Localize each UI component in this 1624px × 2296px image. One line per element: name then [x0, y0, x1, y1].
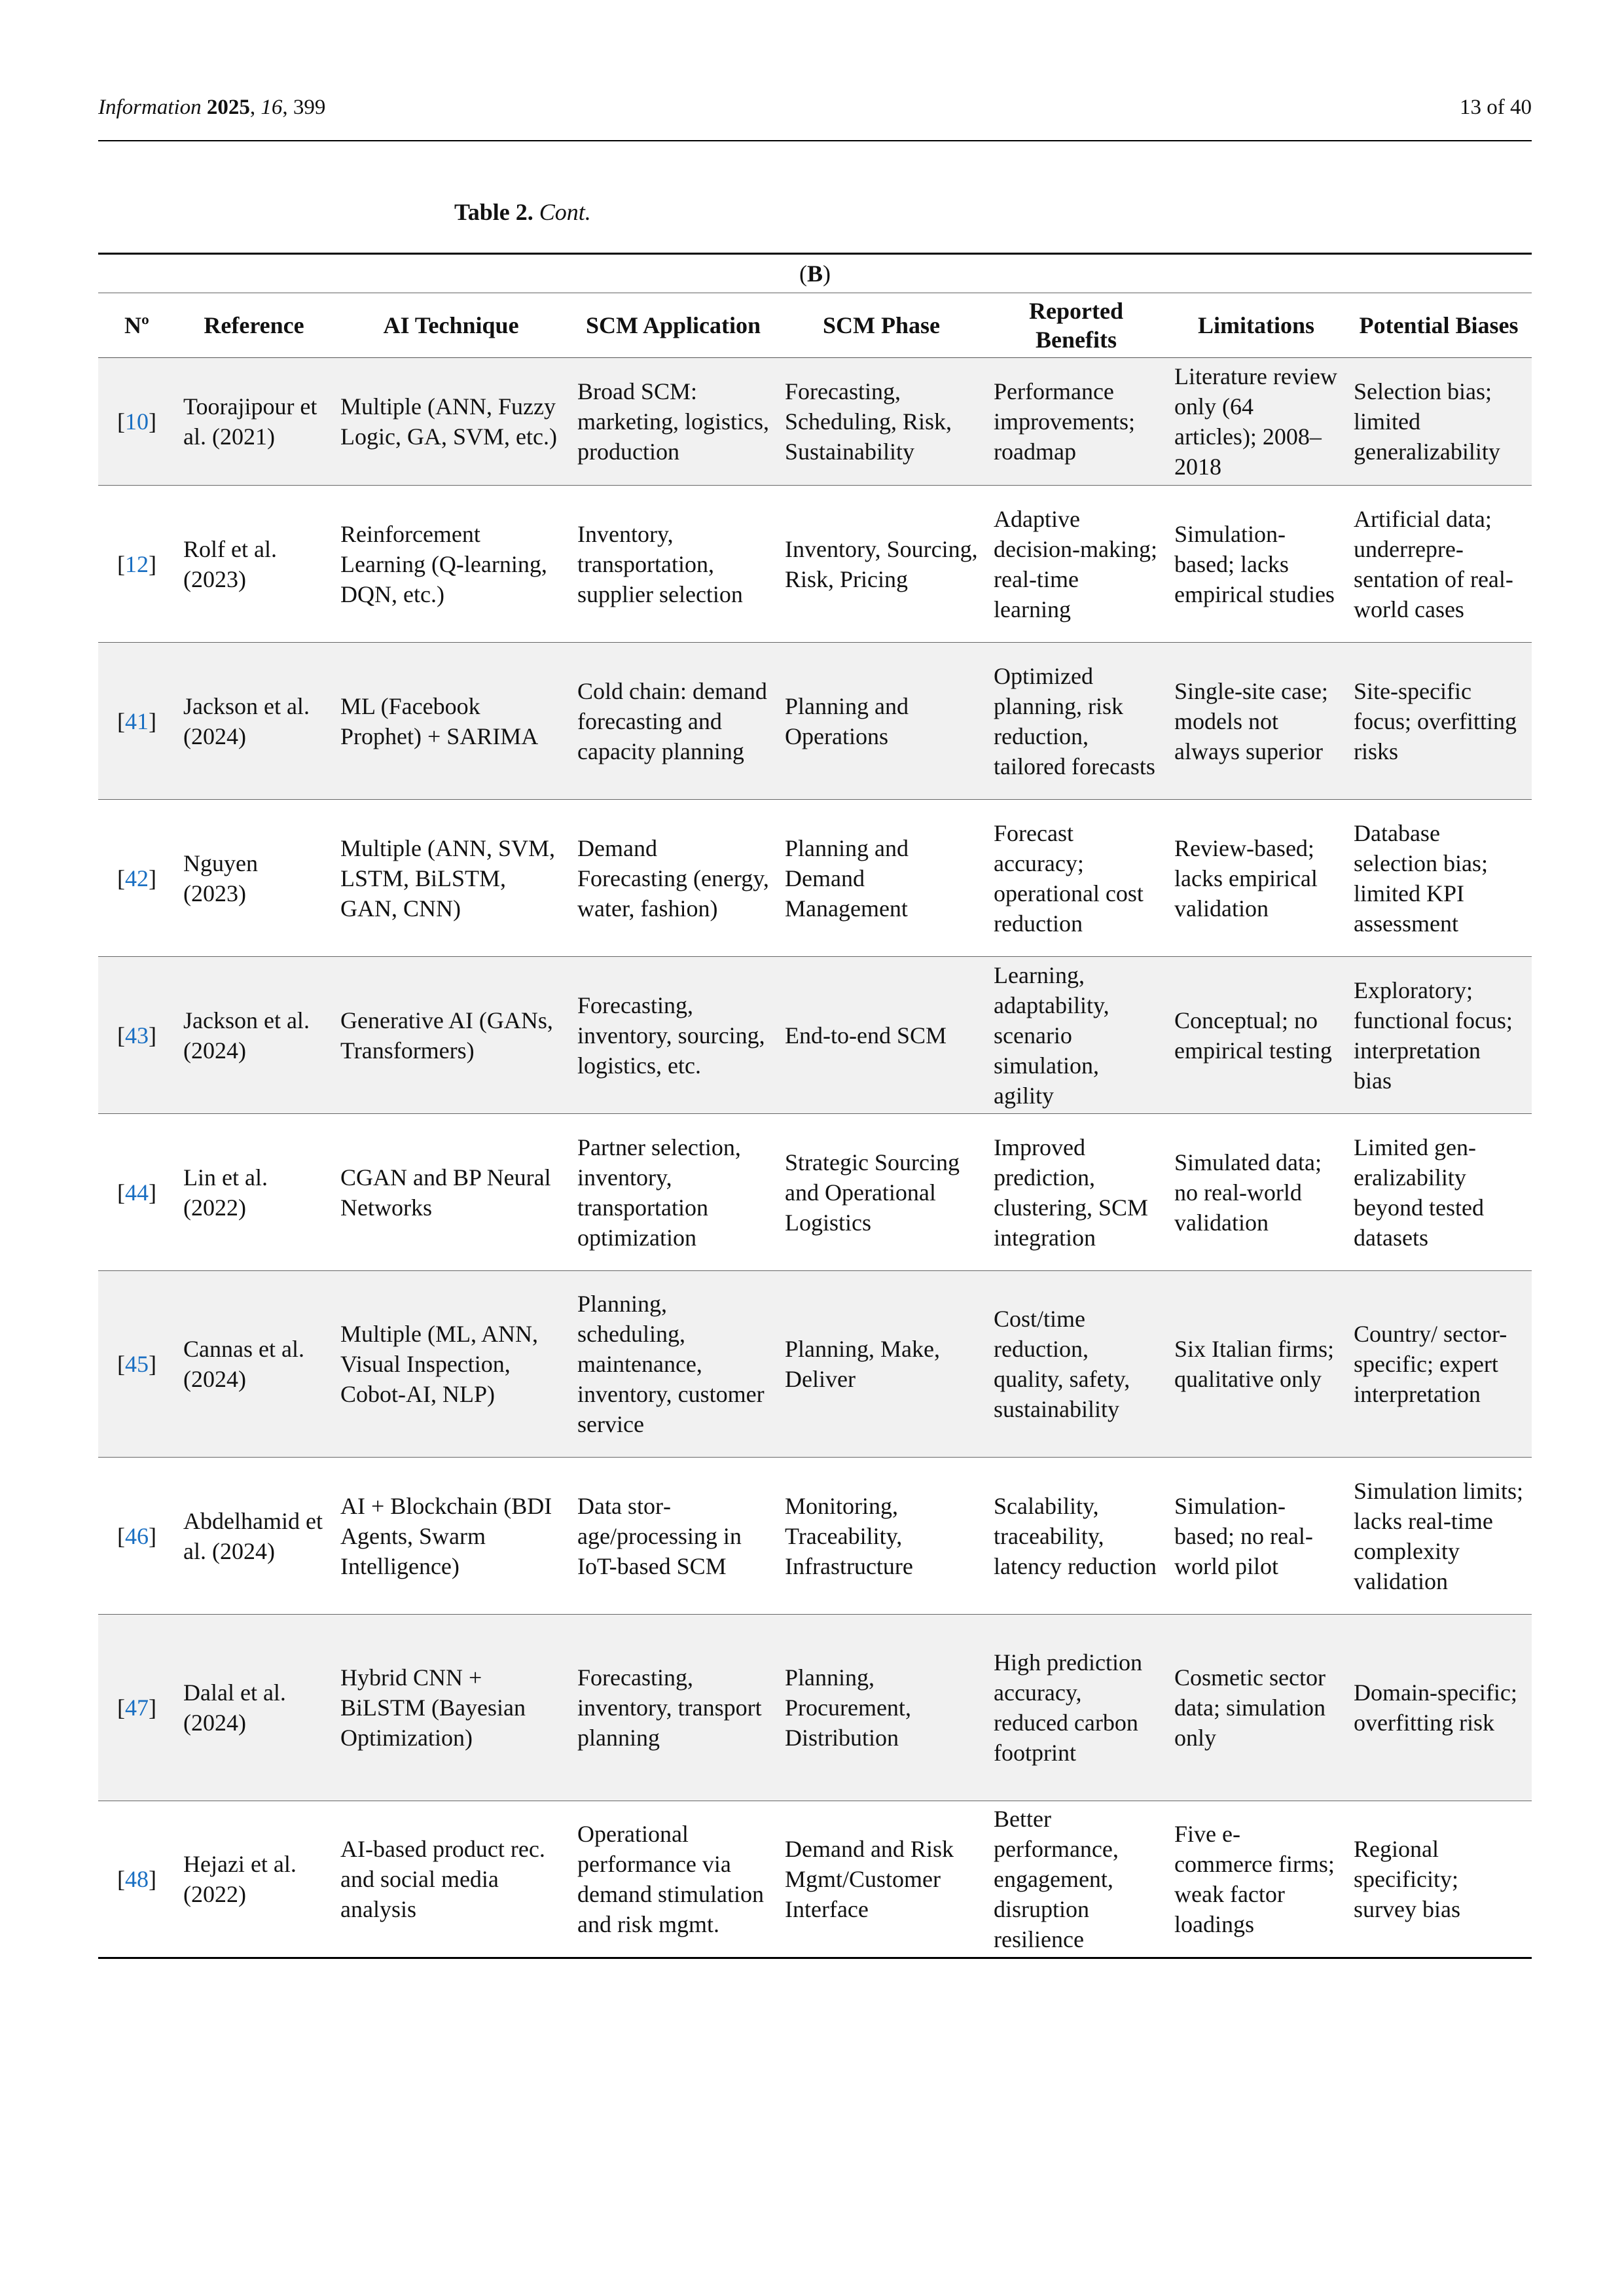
reference-cell: Jackson et al. (2024): [175, 957, 333, 1114]
header-reference: Reference: [175, 293, 333, 358]
citation-link[interactable]: 46: [125, 1522, 149, 1549]
technique-cell: Multiple (ANN, Fuzzy Logic, GA, SVM, etc.): [333, 358, 569, 486]
application-cell: Partner selection, inventory, transportation optimization: [569, 1114, 777, 1271]
application-cell: Inventory, transportation, supplier selection: [569, 486, 777, 643]
technique-cell: Generative AI (GANs, Transformers): [333, 957, 569, 1114]
limitations-cell: Cosmetic sector data; simulation only: [1166, 1615, 1346, 1801]
header-phase: SCM Phase: [777, 293, 986, 358]
phase-cell: Planning and Demand Management: [777, 800, 986, 957]
limitations-cell: Literature review only (64 articles); 2008–2018: [1166, 358, 1346, 486]
reference-cell: Hejazi et al. (2022): [175, 1801, 333, 1958]
technique-cell: AI + Blockchain (BDI Agents, Swarm Intelligence): [333, 1458, 569, 1615]
application-cell: Broad SCM: marketing, logistics, production: [569, 358, 777, 486]
reference-cell: Jackson et al. (2024): [175, 643, 333, 800]
biases-cell: Artificial data; underrepresentation of real-world cases: [1346, 486, 1532, 643]
limitations-cell: Simulation-based; lacks empirical studies: [1166, 486, 1346, 643]
table-row: [98, 1114, 1532, 1271]
biases-cell: Simulation limits; lacks real-time complexity validation: [1346, 1458, 1532, 1615]
reference-cell: Cannas et al. (2024): [175, 1271, 333, 1458]
technique-cell: Reinforcement Learning (Q-learning, DQN, etc.): [333, 486, 569, 643]
biases-cell: Limited generalizability beyond tested datasets: [1346, 1114, 1532, 1271]
table-row: [98, 800, 1532, 957]
biases-cell: Database selection bias; limited KPI assessment: [1346, 800, 1532, 957]
header-no: Nº: [98, 293, 175, 358]
phase-cell: Planning and Operations: [777, 643, 986, 800]
application-cell: Planning, scheduling, maintenance, inventory, customer service: [569, 1271, 777, 1458]
technique-cell: Hybrid CNN + BiLSTM (Bayesian Optimization): [333, 1615, 569, 1801]
technique-cell: ML (Facebook Prophet) + SARIMA: [333, 643, 569, 800]
ref-number-cell: [42]: [98, 800, 175, 957]
phase-cell: Planning, Procurement, Distribution: [777, 1615, 986, 1801]
application-cell: Cold chain: demand forecasting and capacity planning: [569, 643, 777, 800]
citation-link[interactable]: 12: [125, 550, 149, 577]
citation-link[interactable]: 43: [125, 1022, 149, 1049]
reference-cell: Toorajipour et al. (2021): [175, 358, 333, 486]
table-section-label: (B): [98, 254, 1532, 293]
phase-cell: Demand and Risk Mgmt/Customer Interface: [777, 1801, 986, 1958]
technique-cell: Multiple (ML, ANN, Visual Inspection, Cobot-AI, NLP): [333, 1271, 569, 1458]
benefits-cell: Adaptive decision-making; real-time learning: [986, 486, 1166, 643]
header-divider: [98, 140, 1532, 141]
benefits-cell: High prediction accuracy, reduced carbon footprint: [986, 1615, 1166, 1801]
phase-cell: Inventory, Sourcing, Risk, Pricing: [777, 486, 986, 643]
reference-cell: Nguyen (2023): [175, 800, 333, 957]
review-table: [98, 253, 1532, 1959]
ref-number-cell: [45]: [98, 1271, 175, 1458]
table-row: [98, 1615, 1532, 1801]
ref-number-cell: [43]: [98, 957, 175, 1114]
benefits-cell: Forecast accuracy; operational cost reduction: [986, 800, 1166, 957]
benefits-cell: Better performance, engagement, disruption resilience: [986, 1801, 1166, 1958]
table-header-row: [98, 293, 1532, 358]
header-application: SCM Application: [569, 293, 777, 358]
limitations-cell: Five e-commerce firms; weak factor loadings: [1166, 1801, 1346, 1958]
phase-cell: End-to-end SCM: [777, 957, 986, 1114]
section-letter: B: [807, 260, 823, 287]
table-row: [98, 486, 1532, 643]
biases-cell: Regional specificity; survey bias: [1346, 1801, 1532, 1958]
limitations-cell: Six Italian firms; qualitative only: [1166, 1271, 1346, 1458]
ref-number-cell: [12]: [98, 486, 175, 643]
header-benefits: Reported Benefits: [986, 293, 1166, 358]
technique-cell: Multiple (ANN, SVM, LSTM, BiLSTM, GAN, CNN): [333, 800, 569, 957]
table-row: [98, 358, 1532, 486]
biases-cell: Exploratory; functional focus; interpretation bias: [1346, 957, 1532, 1114]
journal-volume: 16: [261, 96, 283, 119]
reference-cell: Lin et al. (2022): [175, 1114, 333, 1271]
application-cell: Forecasting, inventory, transport planning: [569, 1615, 777, 1801]
benefits-cell: Improved prediction, clustering, SCM integration: [986, 1114, 1166, 1271]
biases-cell: Country/ sector-specific; expert interpretation: [1346, 1271, 1532, 1458]
application-cell: Data storage/processing in IoT-based SCM: [569, 1458, 777, 1615]
page-number: 13 of 40: [1460, 96, 1532, 119]
ref-number-cell: [46]: [98, 1458, 175, 1615]
limitations-cell: Conceptual; no empirical testing: [1166, 957, 1346, 1114]
citation-link[interactable]: 48: [125, 1866, 149, 1892]
limitations-cell: Single-site case; models not always superior: [1166, 643, 1346, 800]
ref-number-cell: [48]: [98, 1801, 175, 1958]
benefits-cell: Cost/time reduction, quality, safety, sustainability: [986, 1271, 1166, 1458]
table-row: [98, 643, 1532, 800]
reference-cell: Abdelhamid et al. (2024): [175, 1458, 333, 1615]
table-row: [98, 1458, 1532, 1615]
benefits-cell: Scalability, traceability, latency reduction: [986, 1458, 1166, 1615]
benefits-cell: Optimized planning, risk reduction, tailored forecasts: [986, 643, 1166, 800]
reference-cell: Dalal et al. (2024): [175, 1615, 333, 1801]
citation-link[interactable]: 45: [125, 1351, 149, 1377]
header-biases: Potential Biases: [1346, 293, 1532, 358]
phase-cell: Strategic Sourcing and Operational Logistics: [777, 1114, 986, 1271]
table-row: [98, 957, 1532, 1114]
article-number: 399: [293, 96, 326, 119]
application-cell: Demand Forecasting (energy, water, fashion): [569, 800, 777, 957]
ref-number-cell: [44]: [98, 1114, 175, 1271]
citation-link[interactable]: 47: [125, 1695, 149, 1721]
limitations-cell: Simulation-based; no real-world pilot: [1166, 1458, 1346, 1615]
application-cell: Forecasting, inventory, sourcing, logistics, etc.: [569, 957, 777, 1114]
technique-cell: AI-based product rec. and social media analysis: [333, 1801, 569, 1958]
table-caption-label: Table 2.: [454, 199, 533, 225]
journal-citation: Information 2025, 16, 399: [98, 96, 326, 119]
citation-link[interactable]: 42: [125, 865, 149, 891]
journal-year: 2025: [206, 96, 250, 119]
table-row: [98, 1271, 1532, 1458]
table-row: [98, 1801, 1532, 1958]
benefits-cell: Learning, adaptability, scenario simulation, agility: [986, 957, 1166, 1114]
ref-number-cell: [10]: [98, 358, 175, 486]
limitations-cell: Simulated data; no real-world validation: [1166, 1114, 1346, 1271]
biases-cell: Domain-specific; overfitting risk: [1346, 1615, 1532, 1801]
phase-cell: Forecasting, Scheduling, Risk, Sustainability: [777, 358, 986, 486]
phase-cell: Monitoring, Traceability, Infrastructure: [777, 1458, 986, 1615]
ref-number-cell: [47]: [98, 1615, 175, 1801]
journal-name: Information: [98, 96, 202, 119]
header-limitations: Limitations: [1166, 293, 1346, 358]
ref-number-cell: [41]: [98, 643, 175, 800]
citation-link[interactable]: 41: [125, 708, 149, 734]
header-technique: AI Technique: [333, 293, 569, 358]
table-caption-cont: Cont.: [539, 199, 591, 225]
table-section-row: [98, 254, 1532, 293]
technique-cell: CGAN and BP Neural Networks: [333, 1114, 569, 1271]
phase-cell: Planning, Make, Deliver: [777, 1271, 986, 1458]
benefits-cell: Performance improvements; roadmap: [986, 358, 1166, 486]
biases-cell: Selection bias; limited generalizability: [1346, 358, 1532, 486]
citation-link[interactable]: 44: [125, 1179, 149, 1206]
table-caption: [454, 196, 591, 228]
reference-cell: Rolf et al. (2023): [175, 486, 333, 643]
biases-cell: Site-specific focus; overfitting risks: [1346, 643, 1532, 800]
limitations-cell: Review-based; lacks empirical validation: [1166, 800, 1346, 957]
citation-link[interactable]: 10: [125, 408, 149, 435]
application-cell: Operational performance via demand stimulation and risk mgmt.: [569, 1801, 777, 1958]
